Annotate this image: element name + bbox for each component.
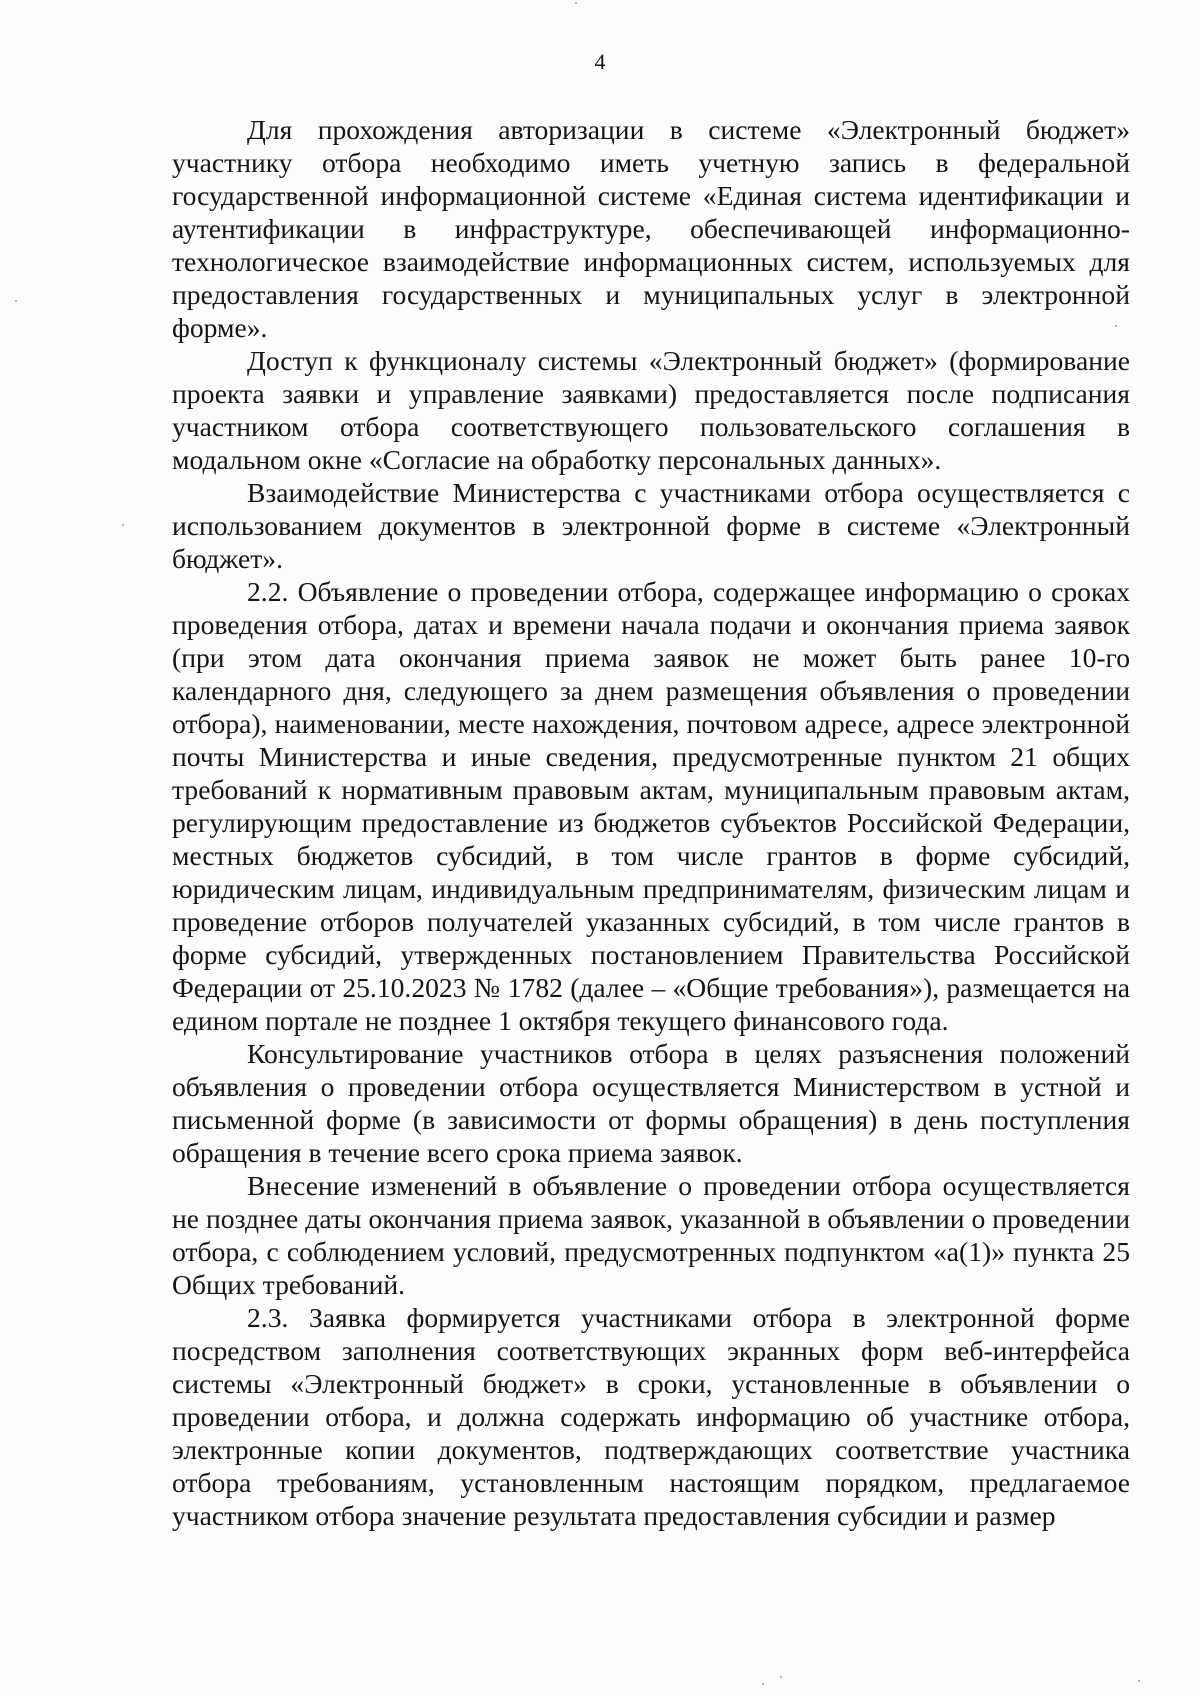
scan-speck — [780, 1676, 782, 1678]
paragraph-changes: Внесение изменений в объявление о проведении отбора осуществляется не позднее даты окончания приема заявок, указанной в объявлении о проведении отбора, с соблюдением условий, предусмотренных подпунктом «а(1)» пункта 25 Общих требований. — [172, 1170, 1130, 1300]
scan-speck — [1115, 325, 1117, 327]
scan-speck — [762, 1683, 764, 1685]
scan-speck — [575, 2, 577, 4]
paragraph-consulting: Консультирование участников отбора в целях разъяснения положений объявления о проведении отбора осуществляется Министерством в устной и письменной форме (в зависимости от формы обращения) в день поступления обращения в течение всего срока приема заявок. — [172, 1038, 1130, 1168]
paragraph-authorization: Для прохождения авторизации в системе «Электронный бюджет» участнику отбора необходимо иметь учетную запись в федеральной государственной информационной системе «Единая система идентификации и аутентификации в инфраструктуре, обеспечивающей информационно-технологическое взаимодействие информационных систем, используемых для предоставления государственных и муниципальных услуг в электронной форме». — [172, 114, 1130, 343]
paragraph-interaction: Взаимодействие Министерства с участниками отбора осуществляется с использованием документов в электронной форме в системе «Электронный бюджет». — [172, 477, 1130, 574]
paragraph-section-2-3: 2.3. Заявка формируется участниками отбора в электронной форме посредством заполнения соответствующих экранных форм веб-интерфейса системы «Электронный бюджет» в сроки, установленные в объявлении о проведении отбора, и должна содержать информацию об участнике отбора, электронные копии документов, подтверждающих соответствие участника отбора требованиям, установленным настоящим порядком, предлагаемое участником отбора значение результата предоставления субсидии и размер — [172, 1302, 1130, 1531]
scan-speck — [15, 300, 17, 302]
page-number: 4 — [594, 49, 606, 74]
paragraph-access: Доступ к функционалу системы «Электронный бюджет» (формирование проекта заявки и управление заявками) предоставляется после подписания участником отбора соответствующего пользовательского соглашения в модальном окне «Согласие на обработку персональных данных». — [172, 345, 1130, 475]
scan-speck — [1138, 1680, 1140, 1682]
scan-speck — [122, 524, 124, 526]
paragraph-section-2-2: 2.2. Объявление о проведении отбора, содержащее информацию о сроках проведения отбора, датах и времени начала подачи и окончания приема заявок (при этом дата окончания приема заявок не может быть ранее 10-го календарного дня, следующего за днем размещения объявления о проведении отбора), наименовании, месте нахождения, почтовом адресе, адресе электронной почты Министерства и иные сведения, предусмотренные пунктом 21 общих требований к нормативным правовым актам, муниципальным правовым актам, регулирующим предоставление из бюджетов субъектов Российской Федерации, местных бюджетов субсидий, в том числе грантов в форме субсидий, юридическим лицам, индивидуальным предпринимателям, физическим лицам и проведение отборов получателей указанных субсидий, в том числе грантов в форме субсидий, утвержденных постановлением Правительства Российской Федерации от 25.10.2023 № 1782 (далее – «Общие требования»), размещается на едином портале не позднее 1 октября текущего финансового года. — [172, 576, 1130, 1036]
document-body — [172, 113, 1130, 1532]
